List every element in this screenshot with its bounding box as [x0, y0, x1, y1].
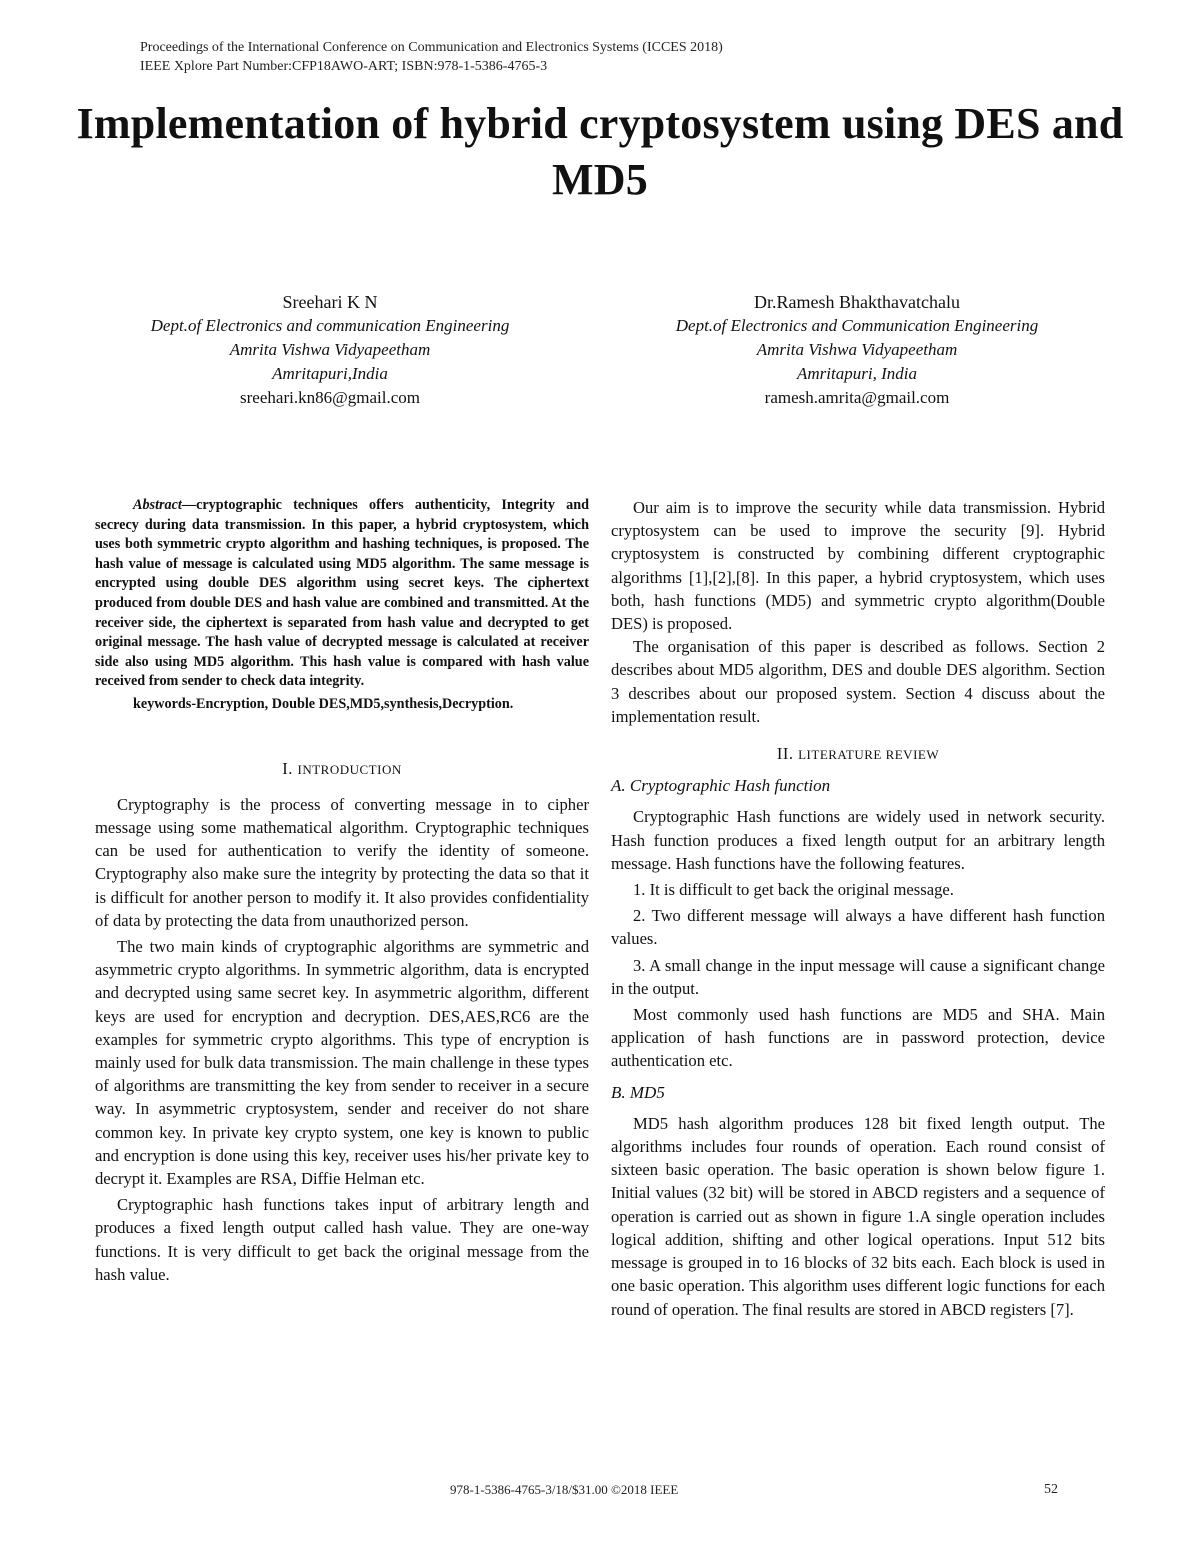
author-dept: Dept.of Electronics and communication Engineering: [150, 316, 510, 335]
paragraph: Cryptography is the process of converting message in to cipher message using some mathematical algorithm. Cryptographic techniques can be used for authentication to verify the identity of someone. Cryptography also make sure the integrity by protecting the data so that it is difficult for another person to modify it. It also provides confidentiality of data by protecting the data from unauthorized person.: [95, 794, 589, 930]
paragraph: Our aim is to improve the security while data transmission. Hybrid cryptosystem can be used to improve the security [9]. Hybrid cryptosystem is constructed by combining different cryptographic algorithms [1],[2],[8]. In this paper, a hybrid cryptosystem, which uses both, hash functions (MD5) and symmetric crypto algorithm(Double DES) is proposed.: [611, 498, 1105, 634]
paragraph: Cryptographic Hash functions are widely used in network security. Hash function produces a fixed length output for an arbitrary length message. Hash functions have the following features.: [611, 807, 1105, 873]
paragraph: The organisation of this paper is described as follows. Section 2 describes about MD5 algorithm, DES and double DES algorithm. Section 3 describes about our proposed system. Section 4 discuss about the implementation result.: [611, 637, 1105, 726]
author-location: Amritapuri,India: [272, 364, 388, 383]
page-number: 52: [1044, 1482, 1058, 1497]
author-dept: Dept.of Electronics and Communication Engineering: [675, 316, 1039, 335]
subsection-title: MD5: [629, 1082, 665, 1102]
section-title: INTRODUCTION: [297, 761, 402, 777]
author-email: ramesh.amrita@gmail.com: [764, 388, 950, 407]
abstract-label: Abstract: [133, 497, 182, 513]
author-location: Amritapuri, India: [797, 364, 917, 383]
running-header: [140, 38, 723, 76]
subsection-title: Cryptographic Hash function: [629, 776, 831, 796]
paragraph: Cryptographic hash functions takes input of arbitrary length and produces a fixed length output called hash value. They are one-way functions. It is very difficult to get back the original message from the hash value.: [95, 1195, 589, 1284]
subsection-label: B.: [611, 1082, 626, 1102]
list-item: 3. A small change in the input message will cause a significant change in the output.: [611, 955, 1105, 998]
author-university: Amrita Vishwa Vidyapeetham: [229, 340, 431, 359]
list-item: 1. It is difficult to get back the original message.: [633, 880, 954, 900]
subsection-heading-md5: [611, 1081, 1105, 1104]
author-email: sreehari.kn86@gmail.com: [240, 388, 420, 407]
left-column: [95, 496, 589, 1286]
author-block-1: [90, 290, 570, 410]
paragraph: Most commonly used hash functions are MD5 and SHA. Main application of hash functions are in password protection, device authentication etc.: [611, 1005, 1105, 1071]
section-heading-introduction: [95, 757, 589, 781]
author-university: Amrita Vishwa Vidyapeetham: [756, 340, 958, 359]
abstract: [95, 496, 589, 715]
header-line-2: IEEE Xplore Part Number:CFP18AWO-ART; ISBN:978-1-5386-4765-3: [140, 59, 548, 74]
author-name: Dr.Ramesh Bhakthavatchalu: [754, 292, 960, 312]
abstract-text: —cryptographic techniques offers authenticity, Integrity and secrecy during data transmission. In this paper, a hybrid cryptosystem, which uses both symmetric crypto algorithm and hashing techniques, is proposed. The hash value of message is calculated using MD5 algorithm. The same message is encrypted using double DES algorithm using secret keys. The ciphertext produced from double DES and hash value are combined and transmitted. At the receiver side, the ciphertext is separated from hash value and decrypted to get original message. The hash value of decrypted message is calculated at receiver side also using MD5 algorithm. This hash value is compared with hash value received from sender to check data integrity.: [95, 497, 589, 690]
footer-copyright: 978-1-5386-4765-3/18/$31.00 ©2018 IEEE: [450, 1482, 679, 1497]
list-item: 2. Two different message will always a have different hash function values.: [611, 906, 1105, 949]
paper-title: Implementation of hybrid cryptosystem using DES and MD5: [76, 99, 1124, 204]
right-column: [611, 496, 1105, 1321]
header-line-1: Proceedings of the International Conference on Communication and Electronics Systems (ICCES 2018): [140, 40, 723, 55]
subsection-label: A.: [611, 776, 626, 796]
paragraph: The two main kinds of cryptographic algorithms are symmetric and asymmetric crypto algorithms. In symmetric algorithm, data is encrypted and decrypted using same secret key. In asymmetric algorithm, different keys are used for encryption and decryption. DES,AES,RC6 are the examples for symmetric crypto algorithms. This type of encryption is mainly used for bulk data transmission. The main challenge in these types of algorithms are transmitting the key from sender to receiver in a secure way. In asymmetric cryptosystem, sender and receiver do not share common key. In private key crypto system, one key is known to public and encryption is done using this key, receiver uses his/her private key to decrypt it. Examples are RSA, Diffie Helman etc.: [95, 936, 589, 1188]
author-block-2: [617, 290, 1097, 410]
subsection-heading-hash-function: [611, 774, 1105, 797]
keywords: keywords-Encryption, Double DES,MD5,synthesis,Decryption.: [133, 695, 514, 712]
section-heading-literature-review: [611, 742, 1105, 766]
author-name: Sreehari K N: [282, 292, 378, 312]
section-number: II.: [776, 744, 794, 764]
section-title: LITERATURE REVIEW: [798, 747, 940, 763]
paragraph: MD5 hash algorithm produces 128 bit fixed length output. The algorithms includes four rounds of operation. Each round consist of sixteen basic operation. The basic operation is shown below figure 1. Initial values (32 bit) will be stored in ABCD registers and a sequence of operation is carried out as shown in figure 1.A single operation includes logical addition, shifting and other logical operations. Input 512 bits message is grouped in to 16 blocks of 32 bits each. Each block is used in one basic operation. This algorithm uses different logic functions for each round of operation. The final results are stored in ABCD registers [7].: [611, 1113, 1105, 1319]
section-number: I.: [282, 758, 293, 778]
